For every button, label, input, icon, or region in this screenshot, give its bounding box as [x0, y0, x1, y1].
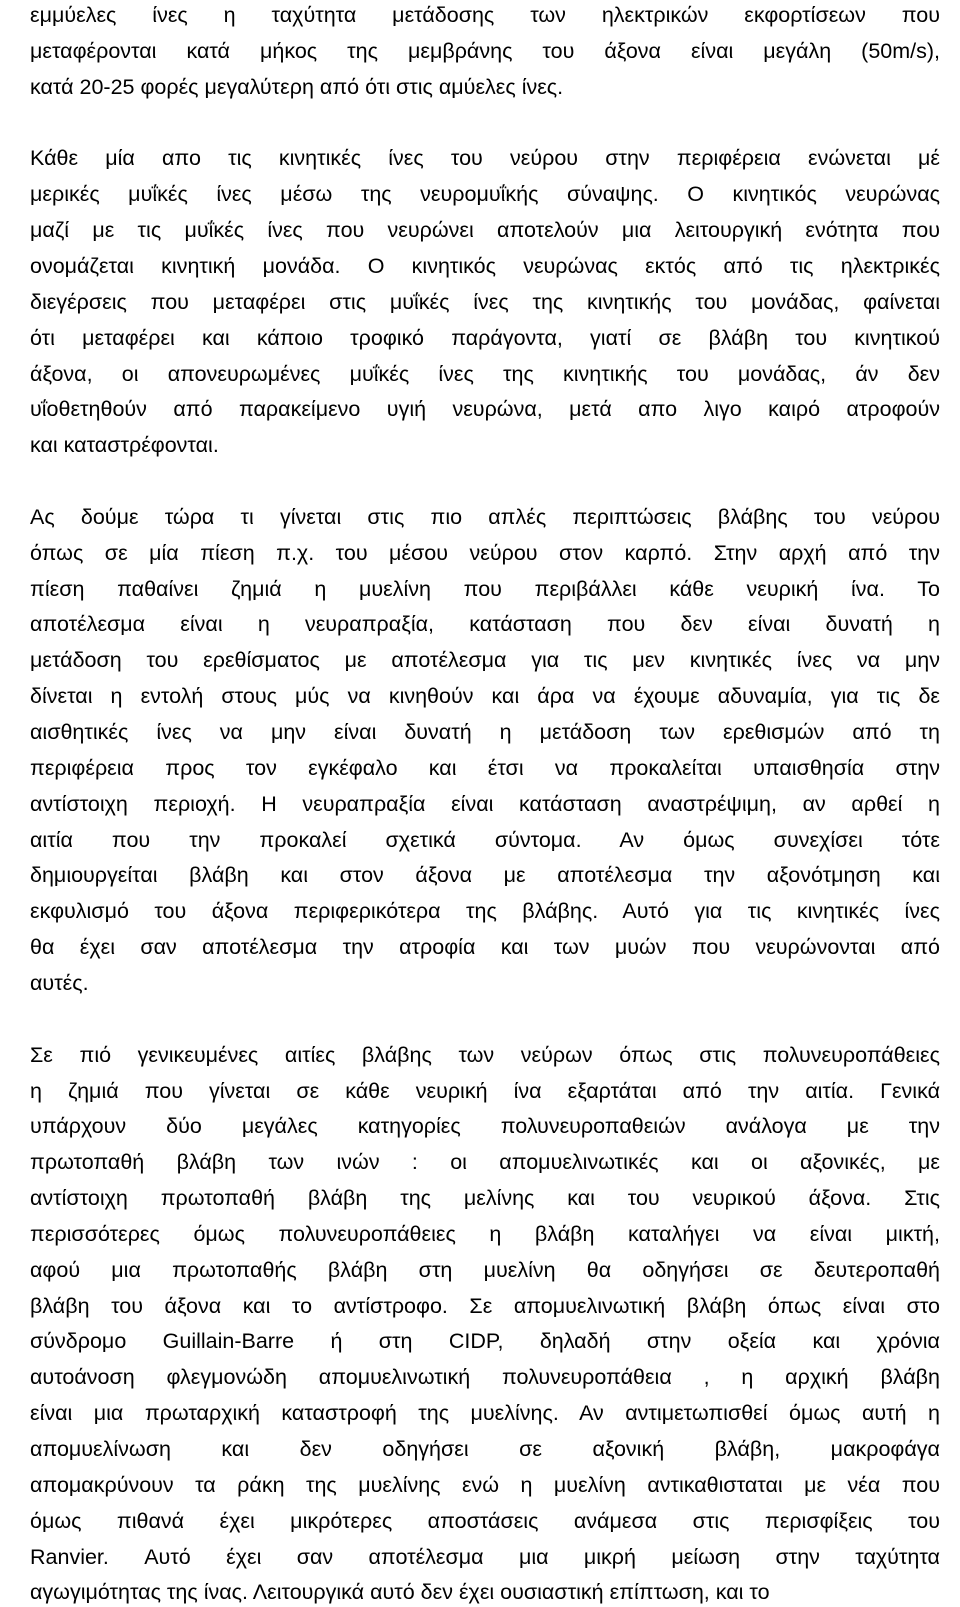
text-line: μεταφέρονται κατά μήκος της μεμβράνης του άξονα είναι μεγάλη (50m/s),	[30, 39, 940, 63]
text-line: διεγέρσεις που μεταφέρει στις μυΐκές ίνες της κινητικής του μονάδας, φαίνεται	[30, 290, 940, 314]
text-line: περιφέρεια προς τον εγκέφαλο και έτσι να προκαλείται υπαισθησία στην	[30, 756, 940, 780]
text-line: σύνδρομο Guillain-Barre ή στη CIDP, δηλαδή στην οξεία και χρόνια	[30, 1329, 940, 1353]
text-line: όμως πιθανά έχει μικρότερες αποστάσεις ανάμεσα στις περισφίξεις του	[30, 1509, 940, 1533]
text-line: ονομάζεται κινητική μονάδα. Ο κινητικός νευρώνας εκτός από τις ηλεκτρικές	[30, 254, 940, 278]
text-line: υΐοθετηθούν από παρακείμενο υγιή νευρώνα, μετά απο λιγο καιρό ατροφούν	[30, 397, 940, 421]
text-line: όπως σε μία πίεση π.χ. του μέσου νεύρου στον καρπό. Στην αρχή από την	[30, 541, 940, 565]
text-line: απομακρύνουν τα ράκη της μυελίνης ενώ η μυελίνη αντικαθισταται με νέα που	[30, 1473, 940, 1497]
text-line: μαζί με τις μυΐκές ίνες που νευρώνει αποτελούν μια λειτουργική ενότητα που	[30, 218, 940, 242]
text-line: δημιουργείται βλάβη και στον άξονα με αποτέλεσμα την αξονότμηση και	[30, 863, 940, 887]
text-line: αυτές.	[30, 971, 89, 995]
text-line: Κάθε μία απο τις κινητικές ίνες του νεύρου στην περιφέρεια ενώνεται μέ	[30, 146, 940, 170]
text-line: υπάρχουν δύο μεγάλες κατηγορίες πολυνευροπαθειών ανάλογα με την	[30, 1114, 940, 1138]
text-line: αγωγιμότητας της ίνας. Λειτουργικά αυτό δεν έχει ουσιαστική επίπτωση, και το	[30, 1580, 770, 1604]
text-line: είναι μια πρωταρχική καταστροφή της μυελίνης. Αν αντιμετωπισθεί όμως αυτή η	[30, 1401, 940, 1425]
text-line: πρωτοπαθή βλάβη των ινών : οι απομυελινωτικές και οι αξονικές, με	[30, 1150, 940, 1174]
text-line: περισσότερες όμως πολυνευροπάθειες η βλάβη καταλήγει να είναι μικτή,	[30, 1222, 940, 1246]
text-line: αισθητικές ίνες να μην είναι δυνατή η μετάδοση των ερεθισμών από τη	[30, 720, 940, 744]
text-line: πίεση παθαίνει ζημιά η μυελίνη που περιβάλλει κάθε νευρική ίνα. Το	[30, 577, 940, 601]
text-line: Ας δούμε τώρα τι γίνεται στις πιο απλές περιπτώσεις βλάβης του νεύρου	[30, 505, 940, 529]
text-line: η ζημιά που γίνεται σε κάθε νευρική ίνα εξαρτάται από την αιτία. Γενικά	[30, 1079, 940, 1103]
text-line: αυτοάνοση φλεγμονώδη απομυελινωτική πολυνευροπάθεια , η αρχική βλάβη	[30, 1365, 940, 1389]
text-line: απομυελίνωση και δεν οδηγήσει σε αξονική βλάβη, μακροφάγα	[30, 1437, 940, 1461]
text-line: Ranvier. Αυτό έχει σαν αποτέλεσμα μια μικρή μείωση στην ταχύτητα	[30, 1545, 940, 1569]
text-line: αιτία που την προκαλεί σχετικά σύντομα. Αν όμως συνεχίσει τότε	[30, 828, 940, 852]
text-line: Σε πιό γενικευμένες αιτίες βλάβης των νεύρων όπως στις πολυνευροπάθειες	[30, 1043, 940, 1067]
text-line: βλάβη του άξονα και το αντίστροφο. Σε απομυελινωτική βλάβη όπως είναι στο	[30, 1294, 940, 1318]
text-line: κατά 20-25 φορές μεγαλύτερη από ότι στις αμύελες ίνες.	[30, 75, 564, 99]
text-line: άξονα, οι απονευρωμένες μυΐκές ίνες της κινητικής του μονάδας, άν δεν	[30, 362, 940, 386]
text-line: ότι μεταφέρει και κάποιο τροφικό παράγοντα, γιατί σε βλάβη του κινητικού	[30, 326, 940, 350]
text-line: αντίστοιχη περιοχή. Η νευραπραξία είναι κατάσταση αναστρέψιμη, αν αρθεί η	[30, 792, 940, 816]
text-line: και καταστρέφονται.	[30, 433, 219, 457]
text-line: μερικές μυΐκές ίνες μέσω της νευρομυΐκής σύναψης. Ο κινητικός νευρώνας	[30, 182, 940, 206]
text-line: δίνεται η εντολή στους μύς να κινηθούν και άρα να έχουμε αδυναμία, για τις δε	[30, 684, 940, 708]
text-line: αποτέλεσμα είναι η νευραπραξία, κατάσταση που δεν είναι δυνατή η	[30, 612, 940, 636]
text-line: αντίστοιχη πρωτοπαθή βλάβη της μελίνης και του νευρικού άξονα. Στις	[30, 1186, 940, 1210]
text-line: μετάδοση του ερεθίσματος με αποτέλεσμα για τις μεν κινητικές ίνες να μην	[30, 648, 940, 672]
text-line: εκφυλισμό του άξονα περιφερικότερα της βλάβης. Αυτό για τις κινητικές ίνες	[30, 899, 940, 923]
text-line: αφού μια πρωτοπαθής βλάβη στη μυελίνη θα οδηγήσει σε δευτεροπαθή	[30, 1258, 940, 1282]
text-line: εμμύελες ίνες η ταχύτητα μετάδοσης των ηλεκτρικών εκφορτίσεων που	[30, 3, 940, 27]
text-line: θα έχει σαν αποτέλεσμα την ατροφία και των μυών που νευρώνονται από	[30, 935, 940, 959]
